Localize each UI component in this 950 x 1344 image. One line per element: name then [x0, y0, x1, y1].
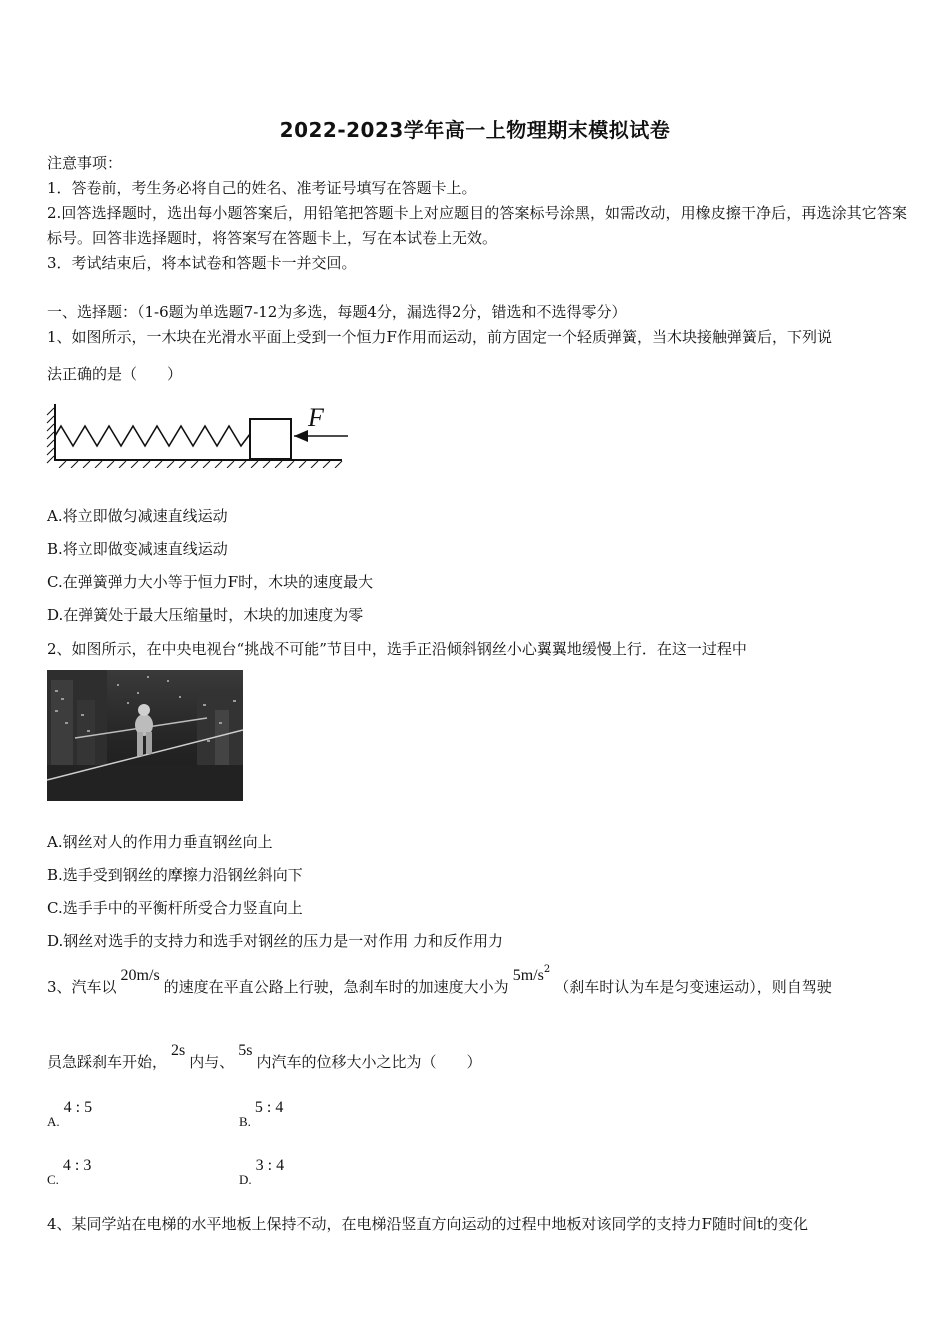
q2-stem: 2、如图所示，在中央电视台“挑战不可能”节目中，选手正沿倾斜钢丝小心翼翼地缓慢上行．在这一过程中: [47, 640, 747, 658]
q3-text-1: 3、汽车以: [47, 978, 117, 996]
q3-option-d: [239, 1155, 285, 1187]
q1-option-d: D.在弹簧处于最大压缩量时，木块的加速度为零: [47, 606, 364, 624]
q3-stem-line1: [47, 964, 832, 1000]
q3-option-c: [47, 1155, 92, 1187]
q3-option-b: [239, 1097, 284, 1129]
notice-item-3: 3．考试结束后，将本试卷和答题卡一并交回。: [47, 254, 357, 272]
section-heading: 一、选择题：（1-6题为单选题7-12为多选，每题4分，漏选得2分，错选和不选得零分）: [47, 303, 627, 321]
q3-text-3: （刹车时认为车是匀变速运动），则自驾驶: [554, 978, 832, 996]
q3-text-6: 内汽车的位移大小之比为（ ）: [256, 1053, 482, 1071]
q3-option-a-value: 4 : 5: [63, 1099, 93, 1116]
q1-option-c: C.在弹簧弹力大小等于恒力F时，木块的速度最大: [47, 573, 374, 591]
q3-accel: 5m/s: [512, 967, 544, 984]
q3-time-1: 2s: [171, 1042, 186, 1059]
notice-item-1: 1．答卷前，考生务必将自己的姓名、准考证号填写在答题卡上。: [47, 179, 477, 197]
q3-text-5: 内与、: [189, 1053, 235, 1071]
q2-option-a: A.钢丝对人的作用力垂直钢丝向上: [47, 833, 273, 851]
q1-spring-block-figure: [44, 398, 354, 468]
q1-stem-line2: 法正确的是（ ）: [47, 365, 183, 383]
q3-time-2: 5s: [238, 1042, 253, 1059]
q3-option-b-value: 5 : 4: [254, 1099, 284, 1116]
q4-stem: 4、某同学站在电梯的水平地板上保持不动，在电梯沿竖直方向运动的过程中地板对该同学的支持力F随时间t的变化: [47, 1215, 808, 1233]
q3-text-4: 员急踩刹车开始，: [47, 1053, 168, 1071]
q1-option-a: A.将立即做匀减速直线运动: [47, 507, 228, 525]
notice-heading: 注意事项：: [47, 154, 123, 172]
q2-option-b: B.选手受到钢丝的摩擦力沿钢丝斜向下: [47, 866, 303, 884]
q3-speed: 20m/s: [120, 967, 160, 984]
q3-stem-line2: [47, 1042, 482, 1073]
q3-option-d-letter: D.: [239, 1172, 252, 1187]
q3-option-c-value: 4 : 3: [62, 1157, 92, 1174]
q1-stem-line1: 1、如图所示，一木块在光滑水平面上受到一个恒力F作用而运动，前方固定一个轻质弹簧，当木块接触弹簧后，下列说: [47, 328, 832, 346]
notice-item-2: 2.回答选择题时，选出每小题答案后，用铅笔把答题卡上对应题目的答案标号涂黑，如需改动，用橡皮擦干净后，再选涂其它答案标号。回答非选择题时，将答案写在答题卡上，写在本试卷上无效。: [47, 204, 907, 247]
q3-option-d-value: 3 : 4: [255, 1157, 285, 1174]
q3-accel-exponent: 2: [543, 964, 551, 975]
q3-option-a-letter: A.: [47, 1114, 60, 1129]
q3-option-c-letter: C.: [47, 1172, 59, 1187]
q2-option-d: D.钢丝对选手的支持力和选手对钢丝的压力是一对作用 力和反作用力: [47, 932, 504, 950]
q2-tightrope-photo: [47, 670, 243, 801]
q2-option-c: C.选手手中的平衡杆所受合力竖直向上: [47, 899, 303, 917]
q3-text-2: 的速度在平直公路上行驶，急刹车时的加速度大小为: [163, 978, 509, 996]
q3-option-a: [47, 1097, 93, 1129]
q1-option-b: B.将立即做变减速直线运动: [47, 540, 228, 558]
page-title: 2022-2023学年高一上物理期末模拟试卷: [279, 118, 671, 142]
q1-force-label: F: [308, 403, 324, 432]
q3-option-b-letter: B.: [239, 1114, 251, 1129]
